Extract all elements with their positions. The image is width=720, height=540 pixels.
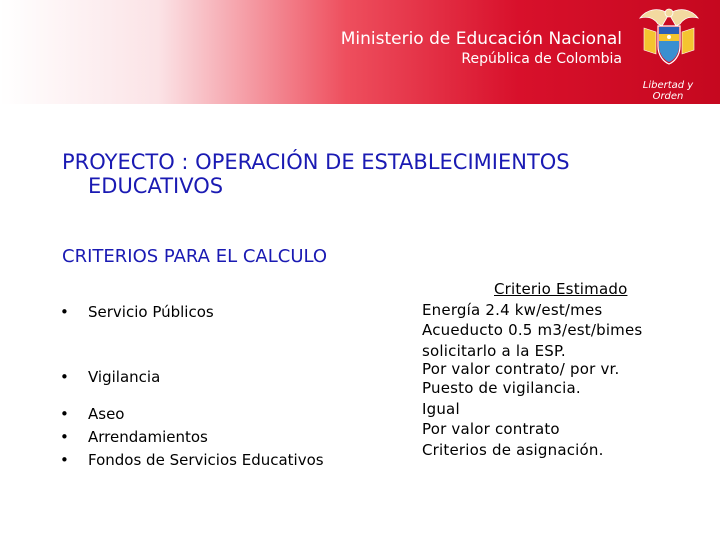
criteria-line: Igual <box>422 399 460 418</box>
bullet-icon: • <box>60 451 69 469</box>
ministry-name: Ministerio de Educación Nacional <box>340 29 622 49</box>
criteria-line: Por valor contrato/ por vr. <box>422 360 620 378</box>
title-line-1: PROYECTO : OPERACIÓN DE ESTABLECIMIENTOS <box>62 150 570 174</box>
ministry-block <box>341 28 622 68</box>
list-item-label: Aseo <box>88 405 125 423</box>
criteria-line: solicitarlo a la ESP. <box>422 341 566 360</box>
country-name: República de Colombia <box>461 51 622 67</box>
bullet-icon: • <box>60 303 69 321</box>
title-line-2: EDUCATIVOS <box>88 174 224 198</box>
list-item <box>60 451 324 469</box>
list-item <box>60 303 214 321</box>
colombia-coat-of-arms-icon <box>636 4 702 70</box>
motto: Libertad y Orden <box>642 80 694 102</box>
list-item <box>60 368 160 386</box>
bullet-icon: • <box>60 405 69 423</box>
criteria-line: Por valor contrato <box>422 420 560 438</box>
list-item <box>60 405 124 423</box>
bullet-icon: • <box>60 368 69 386</box>
criteria-header: Criterio Estimado <box>494 280 628 298</box>
header-banner <box>0 0 720 104</box>
criteria-line: Puesto de vigilancia. <box>422 379 581 397</box>
slide-title <box>62 150 702 198</box>
slide-subtitle: CRITERIOS PARA EL CALCULO <box>62 246 328 267</box>
list-item-label: Arrendamientos <box>88 428 208 446</box>
criteria-line: Energía 2.4 kw/est/mes <box>422 300 603 319</box>
list-item-label: Servicio Públicos <box>88 303 214 321</box>
bullet-icon: • <box>60 428 69 446</box>
list-item <box>60 428 208 446</box>
list-item-label: Fondos de Servicios Educativos <box>88 451 324 469</box>
list-item-label: Vigilancia <box>88 368 161 386</box>
criteria-line: Acueducto 0.5 m3/est/bimes <box>422 321 643 339</box>
criteria-line: Criterios de asignación. <box>422 440 604 459</box>
criteria-column <box>422 279 712 460</box>
